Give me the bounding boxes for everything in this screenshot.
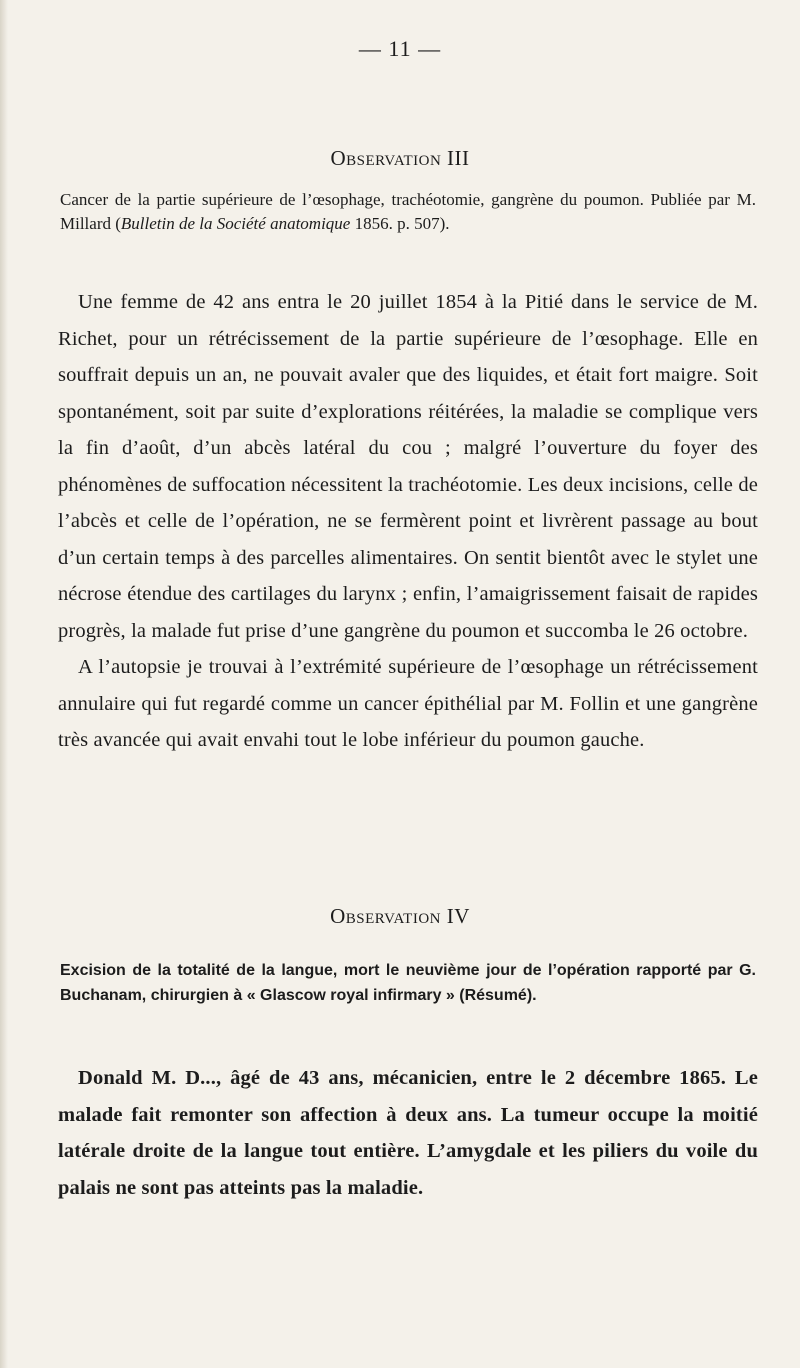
- observation-3-paragraph-2: A l’autopsie je trouvai à l’extrémité supérieure de l’œsophage un rétrécissement annulaire qui fut regardé comme un cancer épithélial par M. Follin et une gangrène très avancée qui avait envahi tout le lobe inférieur du poumon gauche.: [58, 656, 758, 751]
- observation-4-summary-text: Excision de la totalité de la langue, mort le neuvième jour de l’opération rapporté par G. Buchanam, chirurgien à « Glascow royal infirmary » (Résumé).: [60, 962, 756, 1004]
- observation-3-summary: [60, 188, 756, 236]
- page-number: — 11 —: [358, 36, 442, 61]
- page-edge-shadow: [0, 0, 8, 1368]
- observation-3-summary-journal: Bulletin de la Société anatomique: [120, 214, 351, 233]
- observation-3-heading: Observation III: [330, 146, 470, 170]
- observation-3-summary-citation: 1856. p. 507).: [350, 214, 450, 233]
- observation-3-body: [58, 284, 758, 759]
- observation-3-summary-text: Cancer de la partie supérieure de l’œsophage, trachéotomie, gangrène du poumon. Publiée par M. Millard (: [60, 190, 756, 233]
- observation-4-paragraph-1: Donald M. D..., âgé de 43 ans, mécanicien, entre le 2 décembre 1865. Le malade fait remonter son affection à deux ans. La tumeur occupe la moitié latérale droite de la langue tout entière. L’amygdale et les piliers du voile du palais ne sont pas atteints pas la maladie.: [58, 1067, 758, 1199]
- observation-4-summary: [60, 958, 756, 1008]
- observation-4-body: [58, 1060, 758, 1206]
- observation-4-heading: Observation IV: [330, 904, 470, 928]
- observation-3-paragraph-1: Une femme de 42 ans entra le 20 juillet 1854 à la Pitié dans le service de M. Richet, pour un rétrécissement de la partie supérieure de l’œsophage. Elle en souffrait depuis un an, ne pouvait avaler que des liquides, et était fort maigre. Soit spontanément, soit par suite d’explorations réitérées, la maladie se complique vers la fin d’août, d’un abcès latéral du cou ; malgré l’ouverture du foyer des phénomènes de suffocation nécessitent la trachéotomie. Les deux incisions, celle de l’abcès et celle de l’opération, ne se fermèrent point et livrèrent passage au bout d’un certain temps à des parcelles alimentaires. On sentit bientôt avec le stylet une nécrose étendue des cartilages du larynx ; enfin, l’amaigrissement faisait de rapides progrès, la malade fut prise d’une gangrène du poumon et succomba le 26 octobre.: [58, 291, 758, 642]
